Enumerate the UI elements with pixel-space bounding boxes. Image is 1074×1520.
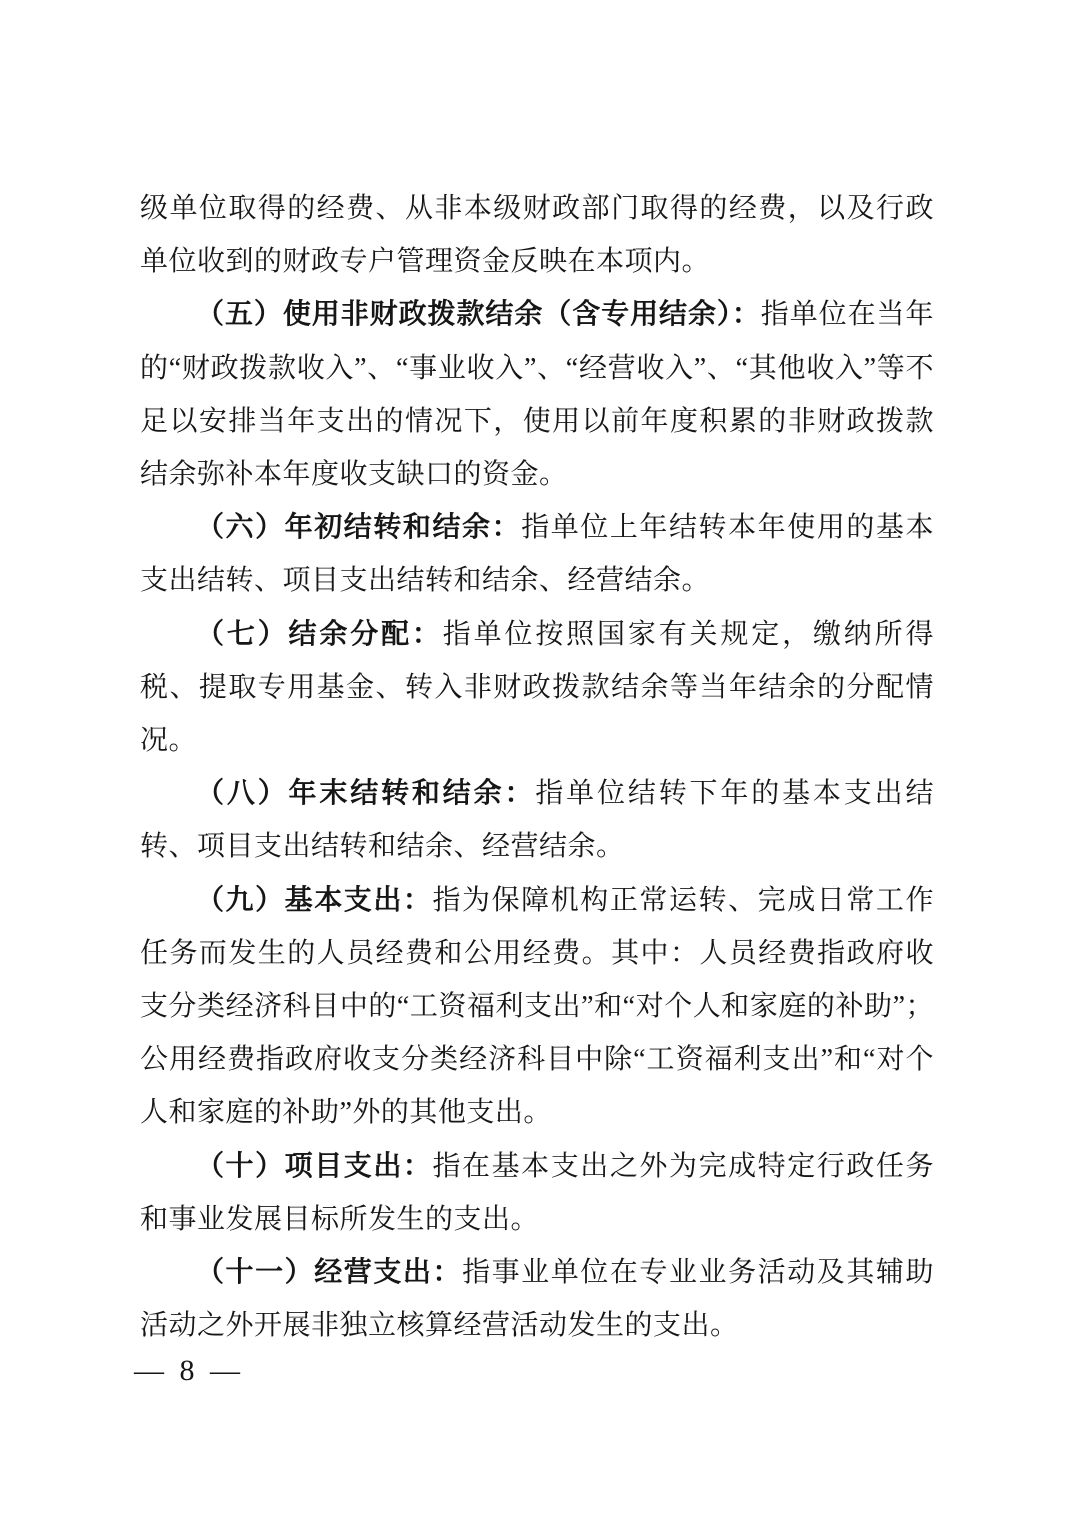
term-definition: 指单位按照国家有关规定，缴纳所得税、提取专用基金、转入非财政拨款结余等当年结余的分配情况。 [140,618,934,757]
term-label: （九）基本支出： [196,884,433,916]
paragraph-item-11 [140,1246,934,1352]
paragraph-continuation [140,182,934,288]
paragraph-item-9 [140,874,934,1140]
paragraph-item-10 [140,1140,934,1246]
term-definition: 指单位上年结转本年使用的基本支出结转、项目支出结转和结余、经营结余。 [140,512,934,597]
term-definition: 指单位在当年的“财政拨款收入”、“事业收入”、“经营收入”、“其他收入”等不足以安排当年支出的情况下，使用以前年度积累的非财政拨款结余弥补本年度收支缺口的资金。 [140,299,934,491]
term-label: （六）年初结转和结余： [196,512,522,544]
term-label: （八）年末结转和结余： [196,778,536,810]
term-label: （十）项目支出： [196,1150,433,1182]
paragraph-text: 级单位取得的经费、从非本级财政部门取得的经费，以及行政单位收到的财政专户管理资金反映在本项内。 [140,193,934,278]
document-body [140,182,934,1352]
page-number: — 8 — [134,1354,244,1387]
term-definition: 指事业单位在专业业务活动及其辅助活动之外开展非独立核算经营活动发生的支出。 [140,1257,934,1342]
term-label: （五）使用非财政拨款结余（含专用结余）： [196,299,761,331]
term-definition: 指为保障机构正常运转、完成日常工作任务而发生的人员经费和公用经费。其中：人员经费指政府收支分类经济科目中的“工资福利支出”和“对个人和家庭的补助”；公用经费指政府收支分类经济科目中除“工资福利支出”和“对个人和家庭的补助”外的其他支出。 [140,884,934,1129]
paragraph-item-5 [140,288,934,501]
paragraph-item-8 [140,767,934,873]
term-definition: 指在基本支出之外为完成特定行政任务和事业发展目标所发生的支出。 [140,1150,934,1235]
paragraph-item-6 [140,501,934,607]
page-footer [134,1354,244,1388]
term-definition: 指单位结转下年的基本支出结转、项目支出结转和结余、经营结余。 [140,778,934,863]
paragraph-item-7 [140,608,934,768]
term-label: （十一）经营支出： [196,1257,463,1289]
term-label: （七）结余分配： [196,618,443,650]
